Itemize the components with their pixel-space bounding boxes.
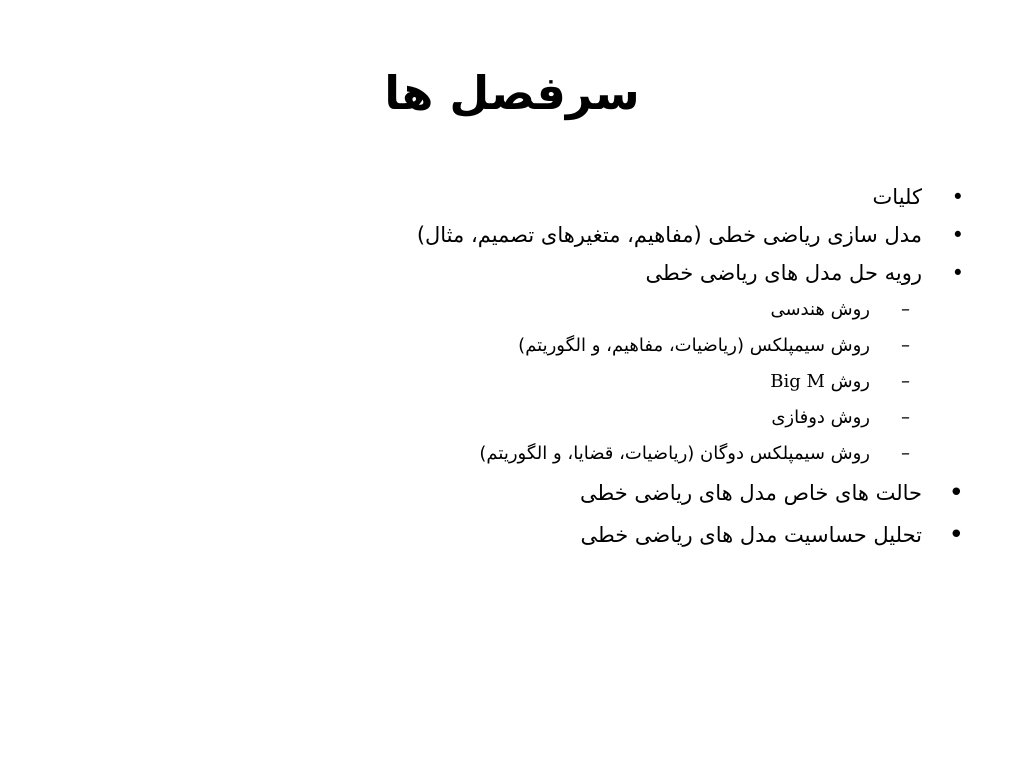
outline-list (268, 178, 968, 556)
outline-subitem-text: روش Big M (770, 371, 870, 392)
bullet-icon: • (951, 223, 964, 247)
outline-item-text: تحلیل حساسیت مدل های ریاضی خطی (580, 523, 922, 547)
outline-item-solution-procedure (268, 254, 968, 292)
outline-item-text: کلیات (872, 185, 922, 209)
outline-item-linear-modeling (268, 216, 968, 254)
bullet-icon: • (951, 261, 964, 285)
outline-subitem-dual-simplex (268, 436, 968, 472)
outline-item-text: مدل سازی ریاضی خطی (مفاهیم، متغیرهای تصمیم، مثال) (416, 223, 922, 247)
dash-icon: – (901, 299, 910, 320)
outline-item-text: رویه حل مدل های ریاضی خطی (645, 261, 922, 285)
outline-item-general (268, 178, 968, 216)
outline-subitem-two-phase (268, 400, 968, 436)
outline-item-sensitivity-analysis (268, 514, 968, 556)
bullet-icon: • (948, 520, 964, 550)
outline-subitem-geometric (268, 292, 968, 328)
bullet-icon: • (951, 185, 964, 209)
outline-subitem-big-m (268, 364, 968, 400)
outline-subitem-text: روش دوفازی (771, 407, 870, 428)
dash-icon: – (901, 335, 910, 356)
outline-item-text: حالت های خاص مدل های ریاضی خطی (580, 481, 922, 505)
outline-item-special-cases (268, 472, 968, 514)
dash-icon: – (901, 407, 910, 428)
outline-subitem-text: روش سیمپلکس (ریاضیات، مفاهیم، و الگوریتم) (518, 335, 870, 356)
slide-title: سرفصل ها (384, 66, 640, 120)
dash-icon: – (901, 443, 910, 464)
dash-icon: – (901, 371, 910, 392)
outline-subitem-text: روش سیمپلکس دوگان (ریاضیات، قضایا، و الگوریتم) (479, 443, 870, 464)
outline-subitem-text: روش هندسی (770, 299, 870, 320)
outline-subitem-simplex (268, 328, 968, 364)
bullet-icon: • (948, 478, 964, 508)
